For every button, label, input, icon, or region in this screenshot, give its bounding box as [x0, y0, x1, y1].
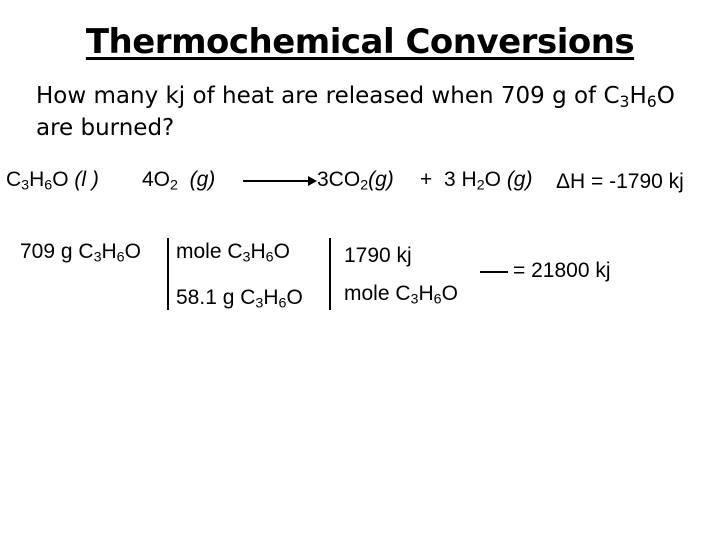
factor-2-numerator: 1790 kj [344, 244, 412, 267]
result-bar [480, 271, 508, 273]
reaction-arrow-head [308, 176, 317, 186]
delta-h: ΔH = -1790 kj [556, 170, 684, 193]
reactant-acetone: $C_3H_6O$ (l ) [6, 168, 99, 194]
factor-2-denominator: mole $C_3H_6O$ [344, 282, 458, 308]
question-line-1: How many kj of heat are released when 709 g of $C_3H_6O$ [36, 83, 675, 111]
divider-2 [329, 238, 331, 310]
product-co2: $3CO_2(g)$ [317, 168, 394, 194]
given-mass: 709 g $C_3H_6O$ [20, 240, 141, 266]
divider-1 [167, 238, 169, 310]
result: = 21800 kj [513, 259, 611, 282]
factor-1-numerator: mole $C_3H_6O$ [176, 240, 290, 266]
product-water: 3 $H_2O$ (g) [444, 168, 533, 194]
reactant-oxygen: $4O_2$ (g) [142, 168, 216, 194]
plus-sign: + [420, 168, 433, 191]
slide-title: Thermochemical Conversions [85, 22, 635, 62]
question-line-2: are burned? [36, 115, 175, 141]
factor-1-denominator: 58.1 g $C_3H_6O$ [176, 286, 303, 312]
question-text [36, 80, 696, 144]
reaction-arrow-line [243, 180, 313, 182]
